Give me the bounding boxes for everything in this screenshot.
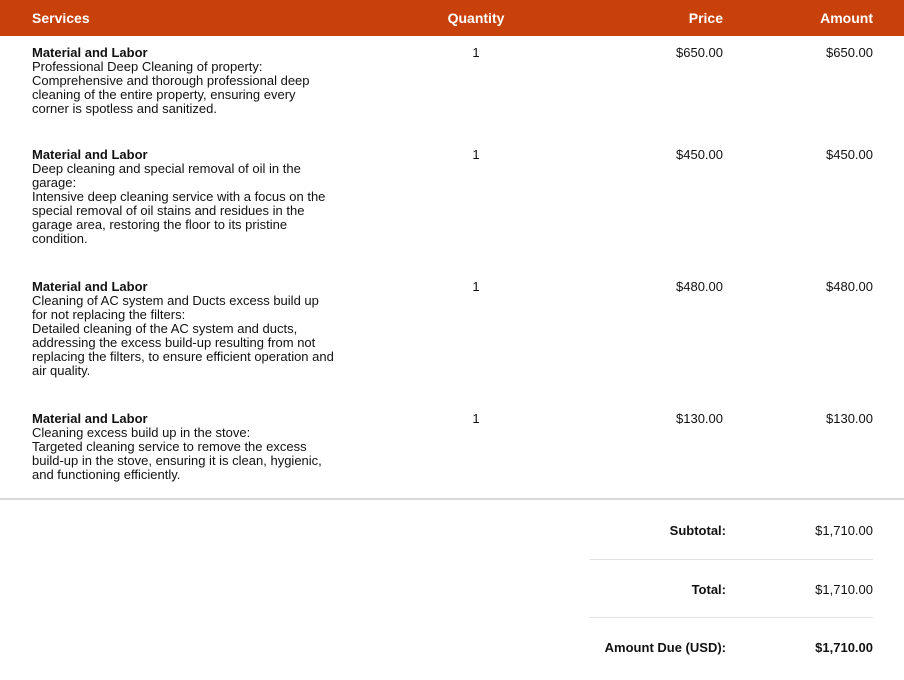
total-value: $1,710.00 [815,582,873,597]
item-amount: $480.00 [826,279,873,294]
total-row [590,582,873,602]
item-amount: $650.00 [826,45,873,60]
item-quantity: 1 [472,45,480,60]
item-line: Cleaning excess build up in the stove: [32,425,251,440]
amount-due-row [590,640,873,660]
item-line: air quality. [32,363,91,378]
item-line: Detailed cleaning of the AC system and ducts, [32,321,298,336]
item-line: corner is spotless and sanitized. [32,101,217,116]
item-quantity: 1 [472,411,480,426]
item-description [32,148,402,246]
item-line: replacing the filters, to ensure efficient operation and [32,349,334,364]
item-line: Deep cleaning and special removal of oil in the [32,161,301,176]
subtotal-label: Subtotal: [669,523,726,538]
item-line: Professional Deep Cleaning of property: [32,59,263,74]
item-price: $450.00 [676,147,723,162]
subtotal-row [590,523,873,543]
item-line: build-up in the stove, ensuring it is clean, hygienic, [32,453,322,468]
item-title: Material and Labor [32,147,148,162]
item-line: condition. [32,231,88,246]
item-line: Intensive deep cleaning service with a focus on the [32,189,326,204]
item-title: Material and Labor [32,411,148,426]
amount-due-value: $1,710.00 [815,640,873,655]
item-title: Material and Labor [32,279,148,294]
header-quantity: Quantity [447,10,505,26]
table-header [0,0,904,36]
item-description [32,46,402,116]
item-description [32,280,402,378]
header-price: Price [688,10,723,26]
item-title: Material and Labor [32,45,148,60]
item-amount: $130.00 [826,411,873,426]
item-quantity: 1 [472,279,480,294]
item-line: cleaning of the entire property, ensuring every [32,87,296,102]
item-line: special removal of oil stains and residues in the [32,203,305,218]
item-line: Cleaning of AC system and Ducts excess build up [32,293,319,308]
summary-divider [590,559,873,560]
item-line: for not replacing the filters: [32,307,186,322]
header-amount: Amount [820,10,873,26]
table-bottom-divider [0,498,904,500]
item-line: garage area, restoring the floor to its pristine [32,217,288,232]
item-amount: $450.00 [826,147,873,162]
item-line: and functioning efficiently. [32,467,181,482]
amount-due-label: Amount Due (USD): [604,640,726,655]
summary-divider [590,617,873,618]
total-label: Total: [691,582,726,597]
item-line: Comprehensive and thorough professional deep [32,73,310,88]
item-line: Targeted cleaning service to remove the excess [32,439,307,454]
subtotal-value: $1,710.00 [815,523,873,538]
item-line: garage: [32,175,77,190]
header-services: Services [32,10,90,26]
item-quantity: 1 [472,147,480,162]
item-description [32,412,402,482]
item-price: $130.00 [676,411,723,426]
item-price: $650.00 [676,45,723,60]
item-price: $480.00 [676,279,723,294]
item-line: addressing the excess build-up resulting from not [32,335,316,350]
